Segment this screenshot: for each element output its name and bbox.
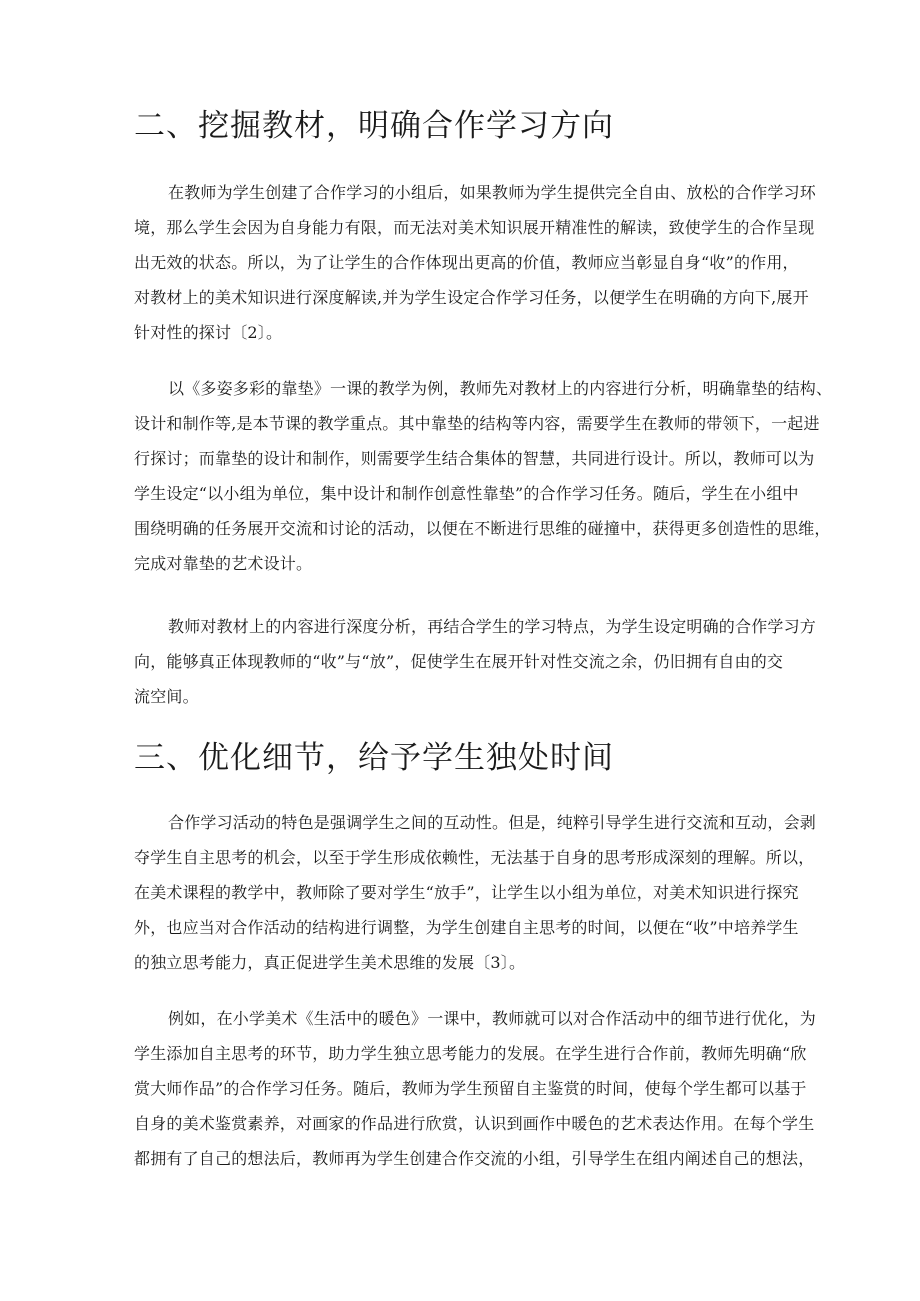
text-line: 都拥有了自己的想法后，教师再为学生创建合作交流的小组，引导学生在组内阐述自己的想法，: [134, 1149, 815, 1168]
paragraph: [134, 805, 817, 980]
text-line: 外，也应当对合作活动的结构进行调整，为学生创建自主思考的时间，以便在“收”中培养学生: [134, 918, 799, 937]
text-line: 针对性的探讨〔2〕。: [134, 323, 283, 342]
text-line: 夺学生自主思考的机会，以至于学生形成依赖性，无法基于自身的思考形成深刻的理解。所以，: [134, 848, 815, 867]
text-line: 自身的美术鉴赏素养，对画家的作品进行欣赏，认识到画作中暖色的艺术表达作用。在每个学生: [134, 1114, 815, 1133]
text-line: 合作学习活动的特色是强调学生之间的互动性。但是，纯粹引导学生进行交流和互动，会剥: [168, 813, 817, 832]
paragraph: [134, 609, 817, 714]
text-line: 围绕明确的任务展开交流和讨论的活动，以便在不断进行思维的碰撞中，获得更多创造性的思维，: [134, 519, 831, 538]
text-line: 在美术课程的教学中，教师除了要对学生“放手”，让学生以小组为单位，对美术知识进行探究: [134, 883, 799, 902]
text-line: 对教材上的美术知识进行深度解读,并为学生设定合作学习任务，以便学生在明确的方向下,展开: [134, 288, 809, 307]
text-line: 向，能够真正体现教师的“收”与“放”，促使学生在展开针对性交流之余，仍旧拥有自由的交: [134, 652, 784, 671]
text-line: 完成对靠垫的艺术设计。: [134, 554, 313, 573]
text-line: 学生添加自主思考的环节，助力学生独立思考能力的发展。在学生进行合作前，教师先明确“欣: [134, 1044, 807, 1063]
text-line: 赏大师作品”的合作学习任务。随后，教师为学生预留自主鉴赏的时间，使每个学生都可以基于: [134, 1079, 807, 1098]
text-line: 行探讨；而靠垫的设计和制作，则需要学生结合集体的智慧，共同进行设计。所以，教师可以为: [134, 449, 815, 468]
text-line: 流空间。: [134, 687, 199, 706]
text-line: 教师对教材上的内容进行深度分析，再结合学生的学习特点，为学生设定明确的合作学习方: [168, 617, 817, 636]
paragraph: [134, 371, 833, 581]
text-line: 的独立思考能力，真正促进学生美术思维的发展〔3〕。: [134, 953, 526, 972]
section-heading: 二、挖掘教材，明确合作学习方向: [134, 108, 614, 144]
text-line: 境，那么学生会因为自身能力有限，而无法对美术知识展开精准性的解读，致使学生的合作呈现: [134, 218, 815, 237]
text-line: 例如，在小学美术《生活中的暖色》一课中，教师就可以对合作活动中的细节进行优化，为: [168, 1009, 817, 1028]
text-line: 设计和制作等,是本节课的教学重点。其中靠垫的结构等内容，需要学生在教师的带领下，一起进: [134, 414, 820, 433]
text-line: 在教师为学生创建了合作学习的小组后，如果教师为学生提供完全自由、放松的合作学习环: [168, 183, 817, 202]
text-line: 学生设定“以小组为单位，集中设计和制作创意性靠垫”的合作学习任务。随后，学生在小组中: [134, 484, 799, 503]
text-line: 以《多姿多彩的靠垫》一课的教学为例，教师先对教材上的内容进行分析，明确靠垫的结构、: [168, 379, 833, 398]
section-heading: 三、优化细节，给予学生独处时间: [134, 740, 614, 776]
text-line: 出无效的状态。所以，为了让学生的合作体现出更高的价值，教师应当彰显自身“收”的作用，: [134, 253, 799, 272]
paragraph: [134, 175, 817, 350]
paragraph: [134, 1001, 817, 1176]
